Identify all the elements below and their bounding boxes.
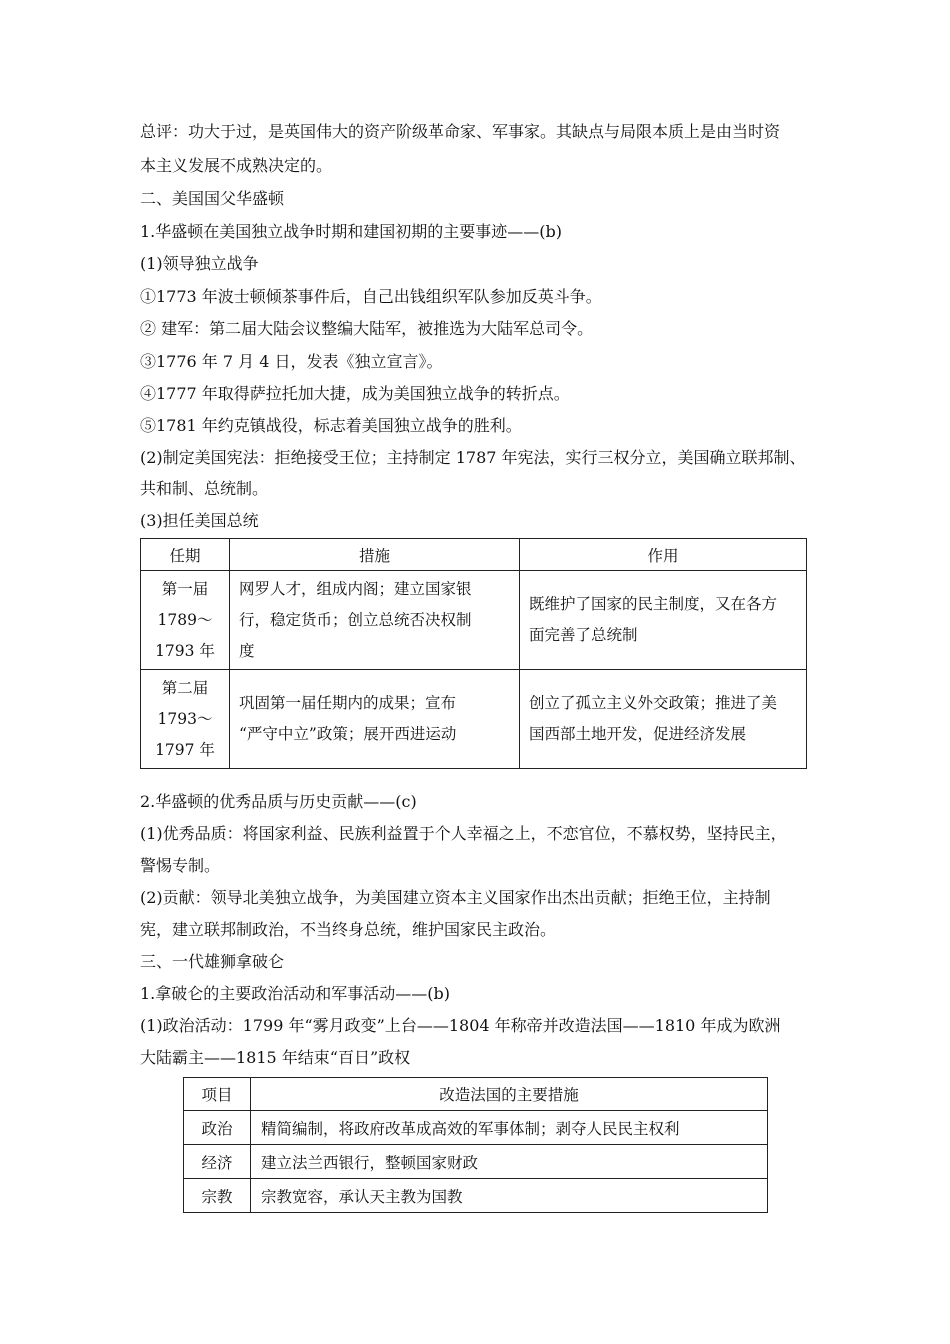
term-cell: 第二届 1793～ 1797 年 xyxy=(141,670,230,769)
table-header-cell: 改造法国的主要措施 xyxy=(251,1078,768,1111)
paragraph-line: 共和制、总统制。 xyxy=(140,479,269,498)
president-terms-table xyxy=(140,538,807,769)
table-header-row xyxy=(184,1078,768,1111)
paragraph-line: 宪，建立联邦制政治，不当终身总统，维护国家民主政治。 xyxy=(140,920,557,939)
paragraph-line: (2)贡献：领导北美独立战争，为美国建立资本主义国家作出杰出贡献；拒绝王位，主持制 xyxy=(140,888,771,907)
content-cell: 建立法兰西银行，整顿国家财政 xyxy=(251,1145,768,1179)
table-row xyxy=(184,1179,768,1213)
table-row xyxy=(141,571,807,670)
section-heading: 二、美国国父华盛顿 xyxy=(140,189,285,208)
measures-cell: 网罗人才，组成内阁；建立国家银 行，稳定货币；创立总统否决权制 度 xyxy=(230,571,520,670)
napoleon-reforms-table xyxy=(183,1077,768,1213)
paragraph-line: 警惕专制。 xyxy=(140,856,221,875)
table-header-cell: 措施 xyxy=(230,539,520,571)
table-header-cell: 任期 xyxy=(141,539,230,571)
paragraph-line: (1)优秀品质：将国家利益、民族利益置于个人幸福之上，不恋官位，不慕权势，坚持民主， xyxy=(140,824,787,843)
subsection-heading: 1.华盛顿在美国独立战争时期和建国初期的主要事迹——(b) xyxy=(140,222,562,241)
paragraph-line: (1)政治活动：1799 年“雾月政变”上台——1804 年称帝并改造法国——1810 年成为欧洲 xyxy=(140,1016,781,1035)
table-row xyxy=(184,1145,768,1179)
subsection-heading: 2.华盛顿的优秀品质与历史贡献——(c) xyxy=(140,792,417,811)
section-heading: 三、一代雄狮拿破仑 xyxy=(140,952,285,971)
paragraph-line: 总评：功大于过，是英国伟大的资产阶级革命家、军事家。其缺点与局限本质上是由当时资 xyxy=(140,122,781,141)
subsection-heading: 1.拿破仑的主要政治活动和军事活动——(b) xyxy=(140,984,450,1003)
table-header-cell: 作用 xyxy=(520,539,807,571)
list-item: ② 建军：第二届大陆会议整编大陆军，被推选为大陆军总司令。 xyxy=(140,319,594,338)
table-row xyxy=(184,1111,768,1145)
paragraph-line: (1)领导独立战争 xyxy=(140,254,259,273)
list-item: ①1773 年波士顿倾茶事件后，自己出钱组织军队参加反英斗争。 xyxy=(140,287,602,306)
table-header-cell: 项目 xyxy=(184,1078,251,1111)
term-cell: 第一届 1789～ 1793 年 xyxy=(141,571,230,670)
table-header-row xyxy=(141,539,807,571)
list-item: ③1776 年 7 月 4 日，发表《独立宣言》。 xyxy=(140,352,443,371)
effect-cell: 既维护了国家的民主制度，又在各方 面完善了总统制 xyxy=(520,571,807,670)
list-item: ④1777 年取得萨拉托加大捷，成为美国独立战争的转折点。 xyxy=(140,384,570,403)
content-cell: 宗教宽容，承认天主教为国教 xyxy=(251,1179,768,1213)
item-cell: 宗教 xyxy=(184,1179,251,1213)
content-cell: 精简编制，将政府改革成高效的军事体制；剥夺人民民主权利 xyxy=(251,1111,768,1145)
effect-cell: 创立了孤立主义外交政策；推进了美 国西部土地开发，促进经济发展 xyxy=(520,670,807,769)
paragraph-line: 大陆霸主——1815 年结束“百日”政权 xyxy=(140,1048,411,1067)
item-cell: 政治 xyxy=(184,1111,251,1145)
list-item: ⑤1781 年约克镇战役，标志着美国独立战争的胜利。 xyxy=(140,416,522,435)
paragraph-line: (2)制定美国宪法：拒绝接受王位；主持制定 1787 年宪法，实行三权分立，美国确立联邦制、 xyxy=(140,448,806,467)
measures-cell: 巩固第一届任期内的成果；宣布 “严守中立”政策；展开西进运动 xyxy=(230,670,520,769)
paragraph-line: (3)担任美国总统 xyxy=(140,511,259,530)
table-row xyxy=(141,670,807,769)
paragraph-line: 本主义发展不成熟决定的。 xyxy=(140,156,333,175)
item-cell: 经济 xyxy=(184,1145,251,1179)
